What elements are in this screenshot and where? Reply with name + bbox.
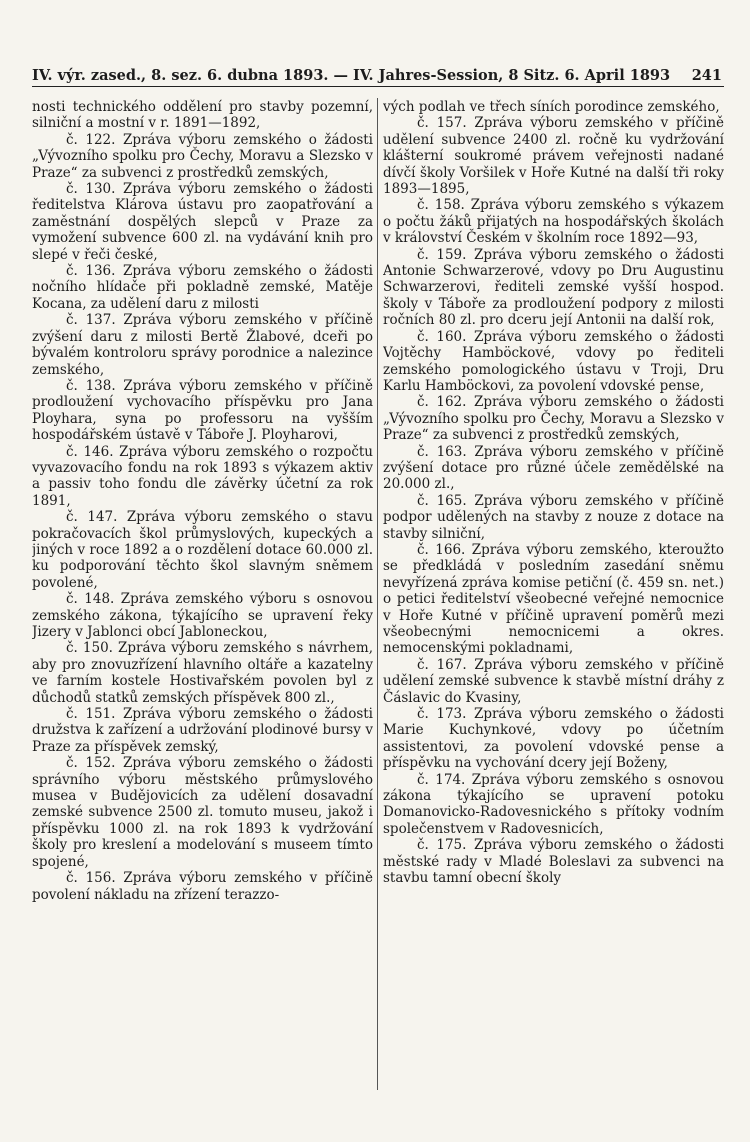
- report-item: č. 137. Zpráva výboru zemského v příčině zvýšení daru z milosti Bertě Žlabové, dceři po bývalém kontroloru správy porodnice a nalezince zemského,: [32, 312, 373, 378]
- report-item: č. 147. Zpráva výboru zemského o stavu pokračovacích škol průmyslových, kupeckých a jiných v roce 1892 a o rozdělení dotace 60.000 zl. ku podporování těchto škol slavným sněmem povolené,: [32, 509, 373, 591]
- right-column: [383, 99, 724, 1099]
- report-item: č. 174. Zpráva výboru zemského s osnovou zákona týkajícího se upravení potoku Domanovicko-Radovesnického s přítoky vodním společenstvem v Radovesnicích,: [383, 771, 724, 837]
- report-item: č. 165. Zpráva výboru zemského v příčině podpor udělených na stavby z nouze z dotace na stavby silniční,: [383, 492, 724, 542]
- report-item: č. 151. Zpráva výboru zemského o žádosti družstva k zařízení a udržování plodinové bursy v Praze za příspěvek zemský,: [32, 706, 373, 755]
- header-rule: [32, 86, 724, 87]
- report-item: č. 150. Zpráva výboru zemského s návrhem, aby pro znovuzřízení hlavního oltáře a kazatelny ve farním kostele Hostivařském povolen byl z důchodů statků zemských příspěvek 800 zl.,: [32, 640, 373, 706]
- report-item: č. 159. Zpráva výboru zemského o žádosti Antonie Schwarzerové, vdovy po Dru Augustinu Schwarzerovi, řediteli zemské vyšší hospod. školy v Táboře za prodloužení podpory z milosti ročních 80 zl. pro dceru její Antonii na další rok,: [383, 246, 724, 329]
- report-item: č. 163. Zpráva výboru zemského v příčině zvýšení dotace pro různé účele zemědělské na 20.000 zl.,: [383, 443, 724, 493]
- report-item: č. 158. Zpráva výboru zemského s výkazem o počtu žáků přijatých na hospodářských školách v království Českém v školním roce 1892—93,: [383, 197, 724, 247]
- report-item: č. 162. Zpráva výboru zemského o žádosti „Vývozního spolku pro Čechy, Moravu a Slezsko v Praze“ za subvenci z prostředků zemských,: [383, 394, 724, 444]
- page-number: 241: [691, 67, 722, 84]
- page-header: [32, 58, 722, 84]
- report-item: č. 175. Zpráva výboru zemského o žádosti městské rady v Mladé Boleslavi za subvenci na stavbu tamní obecní školy: [383, 837, 724, 887]
- report-item: č. 157. Zpráva výboru zemského v příčině udělení subvence 2400 zl. ročně ku vydržování klášterní soukromé právem veřejnosti nadané dívčí školy Voršilek v Hoře Kutné na další tři roky 1893—1895,: [383, 115, 724, 198]
- running-header: IV. výr. zased., 8. sez. 6. dubna 1893. — IV. Jahres-Session, 8 Sitz. 6. April 1893: [32, 67, 671, 84]
- continued-paragraph: vých podlah ve třech síních porodince zemského,: [383, 99, 720, 115]
- report-item: č. 138. Zpráva výboru zemského v příčině prodloužení vychovacího příspěvku pro Jana Ployhara, syna po professoru na vyšším hospodářském ústavě v Táboře J. Ployharovi,: [32, 377, 373, 444]
- report-item: č. 173. Zpráva výboru zemského o žádosti Marie Kuchynkové, vdovy po účetním assistentovi, za povolení vdovské pense a příspěvku na vychování dcery její Boženy,: [383, 706, 724, 772]
- report-item: č. 122. Zpráva výboru zemského o žádosti „Vývozního spolku pro Čechy, Moravu a Slezsko v Praze“ za subvenci z prostředků zemských,: [32, 131, 373, 181]
- left-column: [32, 99, 373, 1099]
- report-item: č. 166. Zpráva výboru zemského, kteroužto se předkládá v posledním zasedání sněmu nevyřízená zpráva komise petiční (č. 459 sn. net.) o petici ředitelství všeobecné veřejné nemocnice v Hoře Kutné v příčině upravení poměrů mezi všeobecnými nemocnicemi a okres. nemocenskými pokladnami,: [383, 541, 724, 657]
- report-item: č. 156. Zpráva výboru zemského v příčině povolení nákladu na zřízení terazzo-: [32, 870, 373, 903]
- report-item: č. 160. Zpráva výboru zemského o žádosti Vojtěchy Hamböckové, vdovy po řediteli zemského pomologického ústavu v Troji, Dru Karlu Hamböckovi, za povolení vdovské pense,: [383, 328, 724, 394]
- report-item: č. 146. Zpráva výboru zemského o rozpočtu vyvazovacího fondu na rok 1893 s výkazem aktiv a passiv toho fondu dle závěrky účetní za rok 1891,: [32, 443, 373, 509]
- report-item: č. 152. Zpráva výboru zemského o žádosti správního výboru městského průmyslového musea v Budějovicích za udělení dosavadní zemské subvence 2500 zl. tomuto museu, jakož i příspěvku 1000 zl. na rok 1893 k vydržování školy pro kreslení a modelování s museem tímto spojené,: [32, 755, 373, 870]
- report-item: č. 136. Zpráva výboru zemského o žádosti nočního hlídače při pokladně zemské, Matěje Kocana, za udělení daru z milosti: [32, 263, 373, 312]
- report-item: č. 167. Zpráva výboru zemského v příčině udělení zemské subvence k stavbě místní dráhy z Čáslavic do Kvasiny,: [383, 656, 724, 706]
- report-item: č. 130. Zpráva výboru zemského o žádosti ředitelstva Klárova ústavu pro zaopatřování a zaměstnání dospělých slepců v Praze za vymožení subvence 600 zl. na vydávání knih pro slepé v řeči české,: [32, 181, 373, 263]
- report-item: č. 148. Zpráva zemského výboru s osnovou zemského zákona, týkajícího se upravení řeky Jizery v Jablonci obcí Jabloneckou,: [32, 591, 373, 640]
- continued-paragraph: nosti technického oddělení pro stavby pozemní, silniční a mostní v r. 1891—1892,: [32, 99, 373, 132]
- column-divider: [377, 98, 378, 1090]
